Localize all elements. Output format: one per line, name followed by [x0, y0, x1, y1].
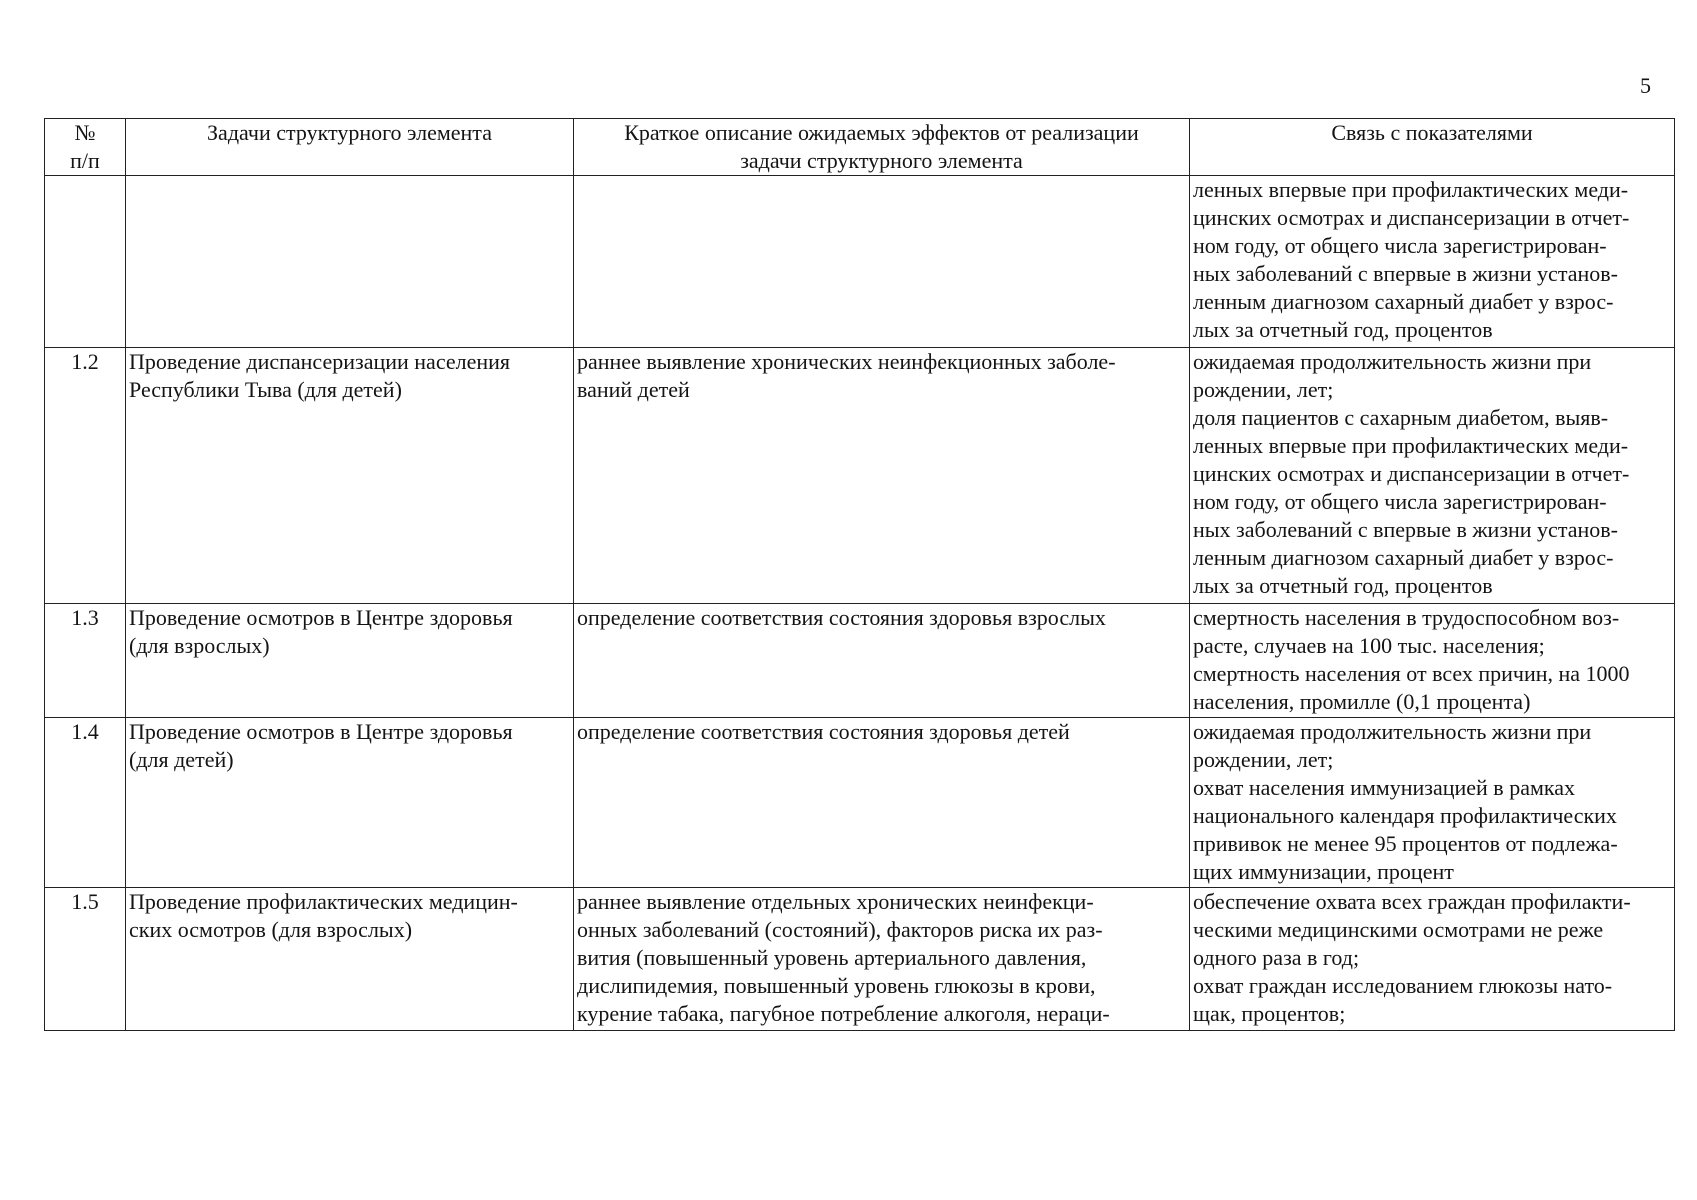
cell-text-line: курение табака, пагубное потребление алкоголя, нераци-	[577, 1001, 1110, 1026]
cell-text-line: ваний детей	[577, 377, 690, 402]
cell-text-line: обеспечение охвата всех граждан профилакти-	[1193, 889, 1631, 914]
header-link	[1190, 119, 1675, 176]
row-indicators	[1190, 176, 1675, 348]
cell-text-line: Проведение профилактических медицин-	[129, 889, 518, 914]
row-number: 1.4	[45, 718, 126, 888]
cell-text-line: вития (повышенный уровень артериального давления,	[577, 945, 1087, 970]
cell-text-line: №	[74, 120, 96, 145]
cell-text-line: одного раза в год;	[1193, 945, 1360, 970]
cell-text-line: дислипидемия, повышенный уровень глюкозы в крови,	[577, 973, 1096, 998]
header-number	[45, 119, 126, 176]
table-row	[45, 176, 1675, 348]
cell-text-line: Проведение осмотров в Центре здоровья	[129, 719, 513, 744]
cell-text-line: ных заболеваний с впервые в жизни установ-	[1193, 517, 1618, 542]
cell-text-line: лых за отчетный год, процентов	[1193, 573, 1493, 598]
row-number	[45, 176, 126, 348]
cell-text-line: ном году, от общего числа зарегистрирован-	[1193, 489, 1607, 514]
cell-text-line: рождении, лет;	[1193, 377, 1334, 402]
cell-text-line: ных заболеваний с впервые в жизни установ-	[1193, 261, 1618, 286]
cell-text-line: Республики Тыва (для детей)	[129, 377, 402, 402]
cell-text-line: населения, промилле (0,1 процента)	[1193, 689, 1531, 714]
row-number: 1.2	[45, 348, 126, 604]
structural-element-table	[44, 118, 1675, 1031]
cell-text-line: ческими медицинскими осмотрами не реже	[1193, 917, 1604, 942]
cell-text-line: Проведение диспансеризации населения	[129, 349, 511, 374]
cell-text-line: п/п	[70, 148, 100, 173]
cell-text-line: смертность населения в трудоспособном воз-	[1193, 605, 1620, 630]
cell-text-line: охват граждан исследованием глюкозы нато-	[1193, 973, 1613, 998]
cell-text-line: определение соответствия состояния здоровья взрослых	[577, 605, 1106, 630]
table-row	[45, 604, 1675, 718]
table-row	[45, 888, 1675, 1031]
cell-text-line: ленным диагнозом сахарный диабет у взрос-	[1193, 289, 1614, 314]
row-effect	[574, 604, 1190, 718]
cell-text-line: смертность населения от всех причин, на 1000	[1193, 661, 1630, 686]
row-effect	[574, 888, 1190, 1031]
row-task	[126, 604, 574, 718]
cell-text-line: ожидаемая продолжительность жизни при	[1193, 719, 1592, 744]
row-task	[126, 888, 574, 1031]
cell-text-line: национального календаря профилактических	[1193, 803, 1617, 828]
cell-text-line: рождении, лет;	[1193, 747, 1334, 772]
cell-text-line: задачи структурного элемента	[740, 148, 1023, 173]
page-number: 5	[1640, 73, 1651, 98]
cell-text-line: охват населения иммунизацией в рамках	[1193, 775, 1576, 800]
cell-text-line: лых за отчетный год, процентов	[1193, 317, 1493, 342]
cell-text-line: раннее выявление отдельных хронических неинфекци-	[577, 889, 1094, 914]
cell-text-line: ленных впервые при профилактических меди-	[1193, 177, 1629, 202]
cell-text-line: расте, случаев на 100 тыс. населения;	[1193, 633, 1545, 658]
row-number: 1.5	[45, 888, 126, 1031]
cell-text-line: щак, процентов;	[1193, 1001, 1346, 1026]
cell-text-line: ских осмотров (для взрослых)	[129, 917, 413, 942]
table-header-row	[45, 119, 1675, 176]
cell-text-line: Связь с показателями	[1331, 120, 1533, 145]
row-indicators	[1190, 888, 1675, 1031]
header-effect	[574, 119, 1190, 176]
header-task	[126, 119, 574, 176]
row-indicators	[1190, 718, 1675, 888]
cell-text-line: ном году, от общего числа зарегистрирован-	[1193, 233, 1607, 258]
cell-text-line: раннее выявление хронических неинфекционных заболе-	[577, 349, 1116, 374]
cell-text-line: Задачи структурного элемента	[207, 120, 492, 145]
cell-text-line: Проведение осмотров в Центре здоровья	[129, 605, 513, 630]
cell-text-line: Краткое описание ожидаемых эффектов от реализации	[624, 120, 1139, 145]
row-task	[126, 176, 574, 348]
table-header	[45, 119, 1675, 176]
table-row	[45, 348, 1675, 604]
row-indicators	[1190, 604, 1675, 718]
cell-text-line: ленным диагнозом сахарный диабет у взрос-	[1193, 545, 1614, 570]
cell-text-line: цинских осмотрах и диспансеризации в отчет-	[1193, 205, 1630, 230]
cell-text-line: цинских осмотрах и диспансеризации в отчет-	[1193, 461, 1630, 486]
cell-text-line: щих иммунизации, процент	[1193, 859, 1454, 884]
cell-text-line: (для взрослых)	[129, 633, 270, 658]
row-effect	[574, 718, 1190, 888]
table-body	[45, 176, 1675, 1031]
cell-text-line: прививок не менее 95 процентов от подлежа-	[1193, 831, 1618, 856]
row-task	[126, 348, 574, 604]
row-effect	[574, 176, 1190, 348]
cell-text-line: ожидаемая продолжительность жизни при	[1193, 349, 1592, 374]
table-row	[45, 718, 1675, 888]
cell-text-line: (для детей)	[129, 747, 234, 772]
row-effect	[574, 348, 1190, 604]
row-number: 1.3	[45, 604, 126, 718]
cell-text-line: доля пациентов с сахарным диабетом, выяв-	[1193, 405, 1609, 430]
cell-text-line: определение соответствия состояния здоровья детей	[577, 719, 1070, 744]
row-task	[126, 718, 574, 888]
cell-text-line: онных заболеваний (состояний), факторов риска их раз-	[577, 917, 1103, 942]
cell-text-line: ленных впервые при профилактических меди-	[1193, 433, 1629, 458]
row-indicators	[1190, 348, 1675, 604]
